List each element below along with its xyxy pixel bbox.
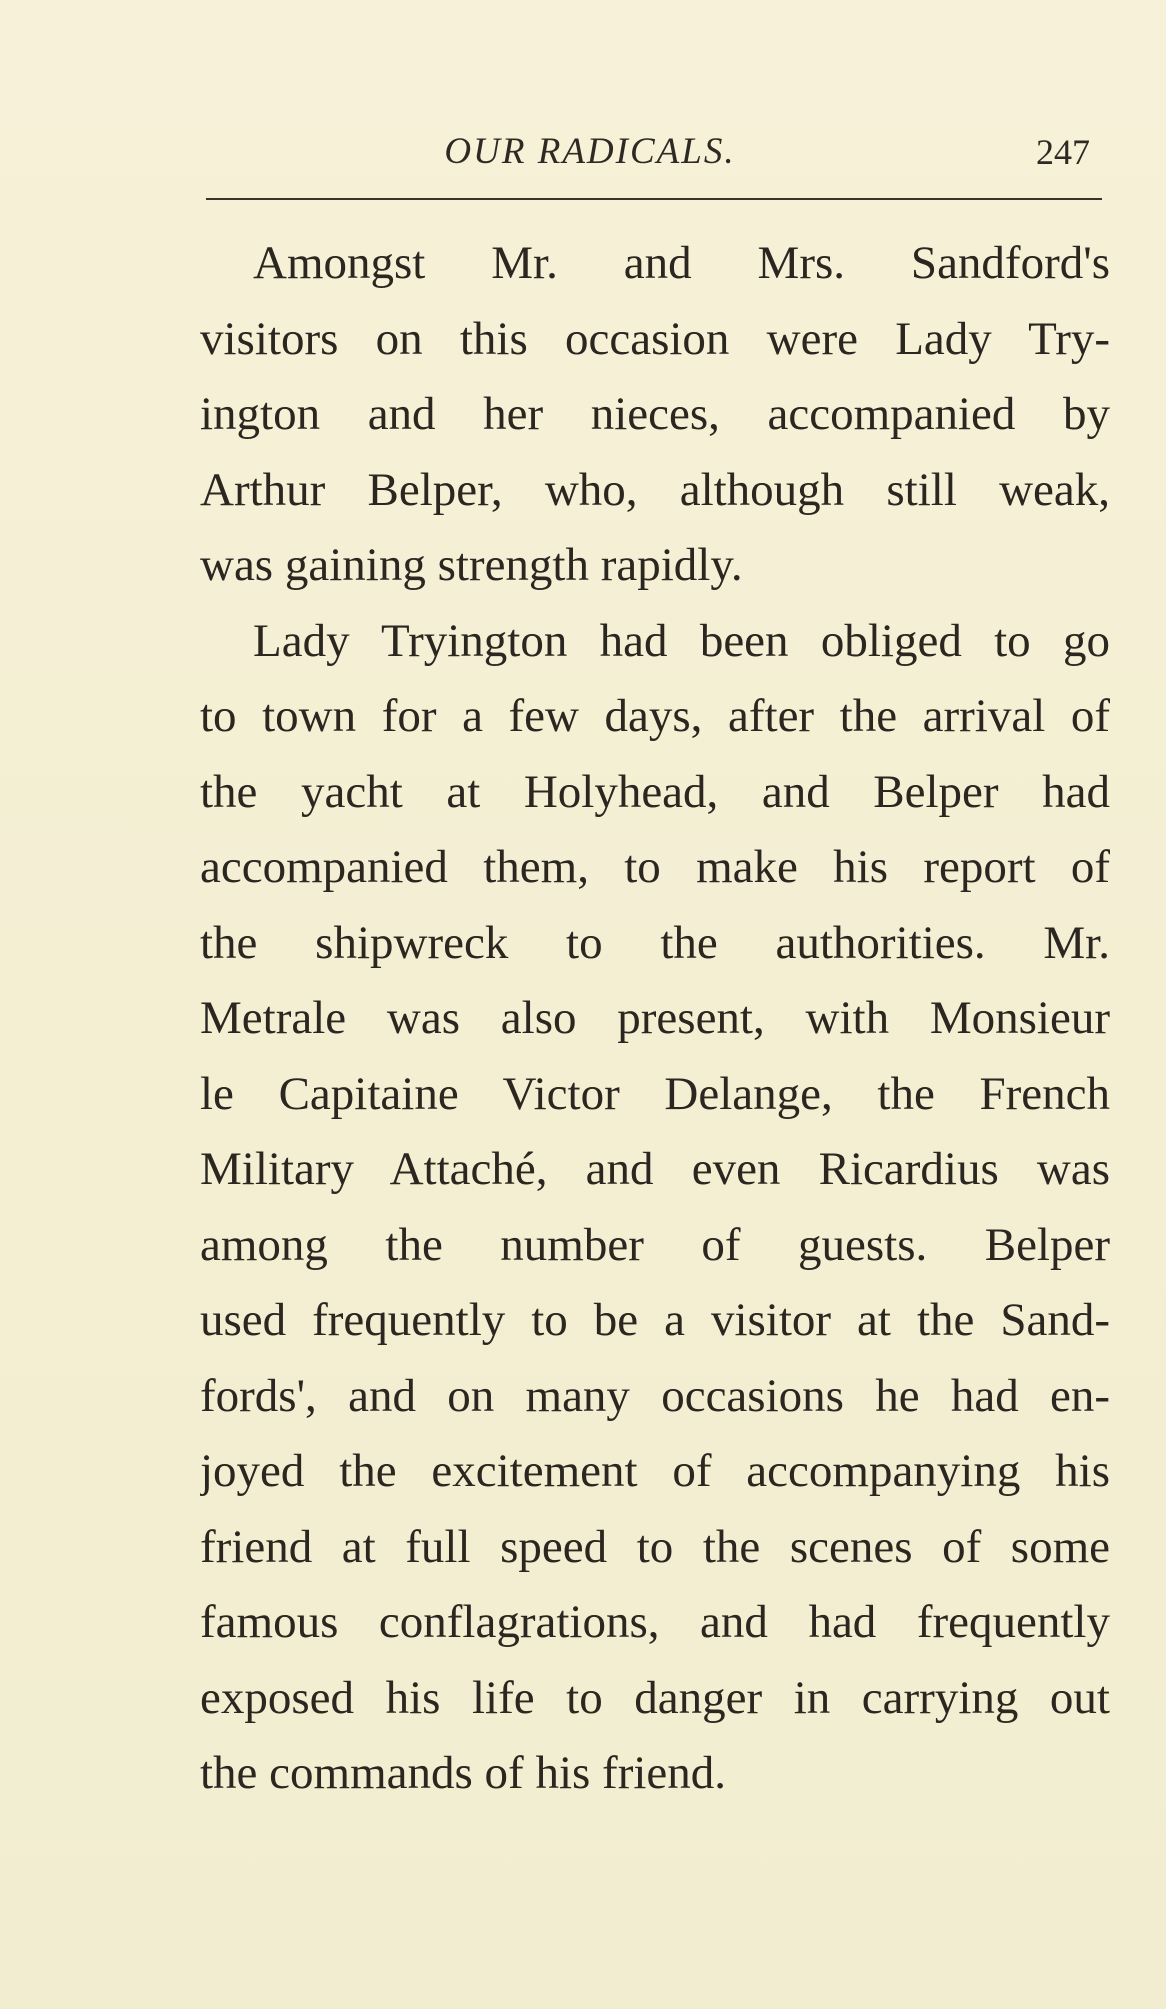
text-line: among the number of guests. Belper [200,1218,1110,1271]
text-line: le Capitaine Victor Delange, the French [200,1067,1110,1120]
text-line: accompanied them, to make his report of [200,841,1110,893]
text-line: to town for a few days, after the arrival of [200,690,1110,742]
text-line: Metrale was also present, with Monsieur [200,992,1110,1044]
text-line: was gaining strength rapidly. [200,539,743,591]
text-line: Lady Tryington had been obliged to go [253,614,1110,667]
text-line: Amongst Mr. and Mrs. Sandford's [253,237,1110,289]
text-line: exposed his life to danger in carrying out [200,1671,1110,1724]
text-line: the shipwreck to the authorities. Mr. [200,916,1110,969]
text-line: fords', and on many occasions he had en- [200,1369,1110,1422]
text-line: friend at full speed to the scenes of some [200,1520,1110,1573]
running-title: OUR RADICALS. [444,131,736,172]
text-line: Arthur Belper, who, although still weak, [200,463,1110,516]
running-head [200,128,1100,176]
text-line: visitors on this occasion were Lady Try- [200,312,1110,365]
text-line: the commands of his friend. [200,1747,727,1799]
text-line: used frequently to be a visitor at the Sand- [200,1294,1110,1346]
text-line: the yacht at Holyhead, and Belper had [200,765,1110,818]
text-line: ington and her nieces, accompanied by [200,388,1110,440]
text-line: famous conflagrations, and had frequently [200,1596,1110,1648]
text-line: Military Attaché, and even Ricardius was [200,1143,1110,1195]
body-text [200,226,1110,1812]
header-rule [206,198,1102,200]
text-line: joyed the excitement of accompanying his [200,1445,1110,1497]
page-number: 247 [1036,132,1090,172]
